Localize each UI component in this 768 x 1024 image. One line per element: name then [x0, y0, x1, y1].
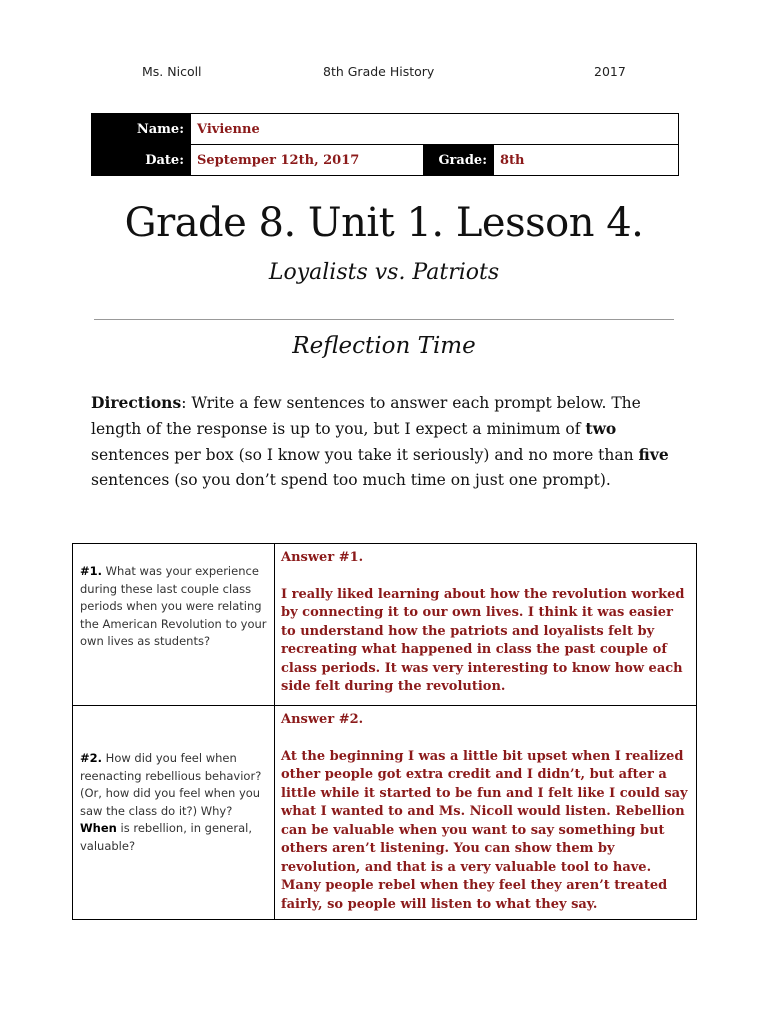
- name-row: [92, 114, 679, 145]
- prompt-row-2: [73, 706, 697, 920]
- directions-label: Directions: [91, 393, 182, 412]
- answer-text-1: I really liked learning about how the revolution worked by connecting it to our own lives. I think it was easier to understand how the patriots and loyalists felt by recreating what happened in class the past couple of class periods. It was very interesting to know how each side felt during the revolution.: [281, 586, 685, 694]
- page-header: [0, 64, 768, 82]
- prompt-bold-when: When: [80, 821, 117, 835]
- prompt-row-1: [73, 544, 697, 706]
- grade-label: Grade:: [424, 145, 494, 176]
- prompt-text-1: What was your experience during these last couple class periods when you were relating the American Revolution to your own lives as students?: [80, 564, 267, 648]
- directions-text-2: sentences per box (so I know you take it seriously) and no more than: [91, 446, 639, 464]
- directions-text-1: : Write a few sentences to answer each prompt below. The length of the response is up to you, but I expect a minimum of: [91, 394, 641, 438]
- divider: [94, 319, 674, 320]
- directions-text-3: sentences (so you don’t spend too much time on just one prompt).: [91, 471, 611, 489]
- course-name: 8th Grade History: [323, 64, 435, 79]
- name-value[interactable]: Vivienne: [191, 114, 679, 145]
- lesson-subtitle: Loyalists vs. Patriots: [268, 260, 500, 285]
- name-label: Name:: [92, 114, 191, 145]
- directions-paragraph: [91, 390, 681, 493]
- lesson-title: Grade 8. Unit 1. Lesson 4.: [124, 200, 644, 246]
- prompt-text-2a: How did you feel when reenacting rebellious behavior? (Or, how did you feel when you saw the class do it?) Why?: [80, 751, 262, 818]
- answer-text-2: At the beginning I was a little bit upset when I realized other people got extra credit and I didn’t, but after a little while it started to be fun and I felt like I could say what I wanted to and Ms. Nicoll would listen. Rebellion can be valuable when you want to say something but others aren’t listening. You can show them by revolution, and that is a very valuable tool to have. Many people rebel when they feel they aren’t treated fairly, so people will listen to what they say.: [281, 748, 688, 912]
- school-year: 2017: [594, 64, 626, 79]
- date-label: Date:: [92, 145, 191, 176]
- teacher-name: Ms. Nicoll: [142, 64, 202, 79]
- prompt-number-1: #1.: [80, 564, 103, 578]
- prompt-cell-2: [73, 706, 275, 920]
- reflection-table: [72, 543, 697, 920]
- directions-bold-five: five: [638, 445, 669, 464]
- answer-cell-2[interactable]: [275, 706, 697, 920]
- grade-value[interactable]: 8th: [494, 145, 679, 176]
- date-grade-row: [92, 145, 679, 176]
- date-value[interactable]: Septemper 12th, 2017: [191, 145, 424, 176]
- directions-bold-two: two: [585, 419, 617, 438]
- answer-label-2: Answer #2.: [281, 712, 364, 727]
- answer-cell-1[interactable]: [275, 544, 697, 706]
- prompt-cell-1: [73, 544, 275, 706]
- section-title: Reflection Time: [292, 333, 476, 359]
- prompt-number-2: #2.: [80, 751, 103, 765]
- prompt-text-2b: is rebellion, in general, valuable?: [80, 821, 253, 853]
- student-info-table: [91, 113, 679, 176]
- answer-label-1: Answer #1.: [281, 550, 364, 565]
